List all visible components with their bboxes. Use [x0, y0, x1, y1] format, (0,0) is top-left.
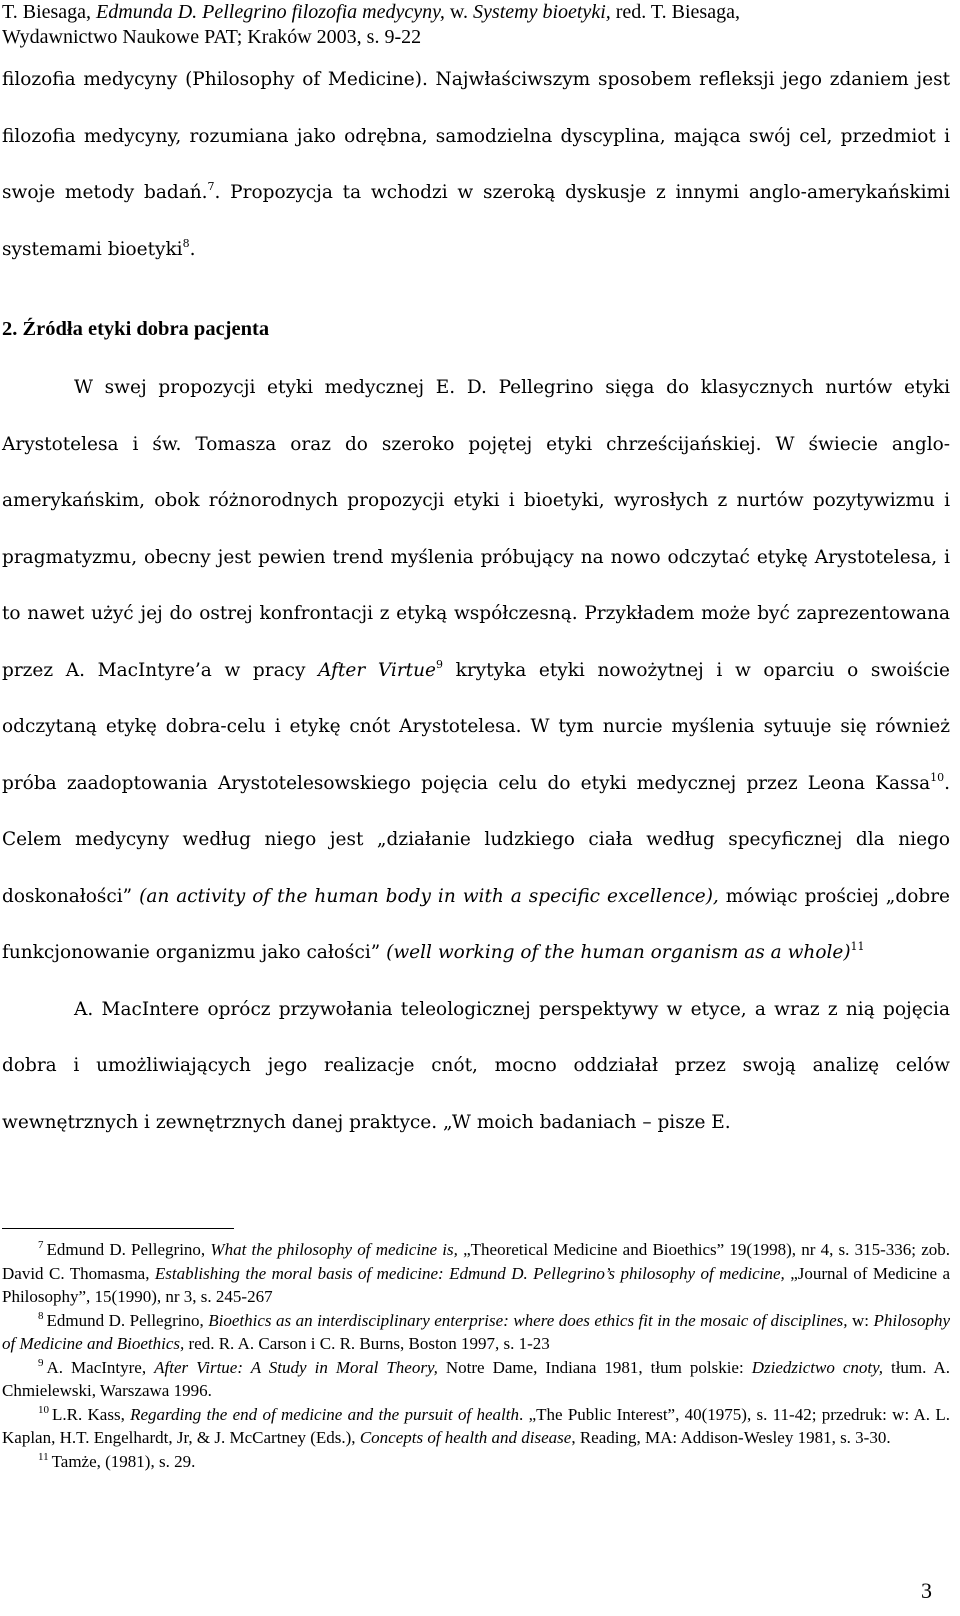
footnote-8: $^8$ Edmund D. Pellegrino, Bioethics as an interdisciplinary enterprise: where does ethics fit in the mosaic of disciplines, w: Philosophy of Medicine and Bioethics, red. R. A. Carson i C. R. Burns, Boston 1997, s. 1-23	[2, 1309, 950, 1353]
footnote-ref-8[interactable]: 8	[182, 236, 190, 250]
footnote-number: 8	[38, 1309, 44, 1322]
footnote-number: 9	[38, 1356, 44, 1369]
section-heading: 2. Źródła etyki dobra pacjenta	[2, 318, 270, 340]
footnote-number: 7	[38, 1239, 44, 1251]
main-text	[2, 52, 950, 1151]
footnote-ref-11[interactable]: 11	[850, 940, 865, 953]
footnotes	[2, 1238, 950, 1473]
page-number: 3	[921, 1578, 932, 1603]
footnote-10: $^{10}$ L.R. Kass, Regarding the end of medicine and the pursuit of health. „The Public Interest”, 40(1975), s. 11-42; przedruk: w: A. L. Kaplan, H.T. Engelhardt, Jr, & J. McCartney (Eds.), Concepts of health and disease, Reading, MA: Addison-Wesley 1981, s. 3-30.	[2, 1403, 950, 1447]
footnote-7: $^7$ Edmund D. Pellegrino, What the philosophy of medicine is, „Theoretical Medicine and Bioethics” 19(1998), nr 4, s. 315-336; zob. David C. Thomasma, Establishing the moral basis of medicine: Edmund D. Pellegrino’s philosophy of medicine, „Journal of Medicine a Philosophy”, 15(1990), nr 3, s. 245-267	[2, 1239, 950, 1306]
footnote-9: $^9$ A. MacIntyre, After Virtue: A Study in Moral Theory, Notre Dame, Indiana 1981, tłum polskie: Dziedzictwo cnoty, tłum. A. Chmielewski, Warszawa 1996.	[2, 1356, 951, 1400]
footnote-number: 11	[38, 1450, 49, 1463]
paragraph-3: A. MacIntere oprócz przywołania teleologicznej perspektywy w etyce, a wraz z nią pojęcia dobra i umożliwiających jego realizacje cnót, mocno oddziałał przez swoją analizę celów wewnętrznych i zewnętrznych danej praktyce. „W moich badaniach – pisze E.	[2, 998, 950, 1133]
footnote-separator	[2, 1228, 234, 1229]
footnote-number: 10	[38, 1403, 49, 1416]
citation-header	[2, 0, 952, 50]
citation-line-2: Wydawnictwo Naukowe PAT; Kraków 2003, s. 9-22	[2, 26, 422, 48]
paragraph-2: W swej propozycji etyki medycznej E. D. Pellegrino sięga do klasycznych nurtów etyki Arystotelesa i św. Tomasza oraz do szeroko pojętej etyki chrześcijańskiej. W świecie anglo-amerykańskim, obok różnorodnych propozycji etyki i bioetyki, wyrosłych z nurtów pozytywizmu i pragmatyzmu, obecny jest pewien trend myślenia próbujący na nowo odczytać etykę Arystotelesa, i to nawet użyć jej do ostrej konfrontacji z etyką współczesną. Przykładem może być zaprezentowana przez A. MacIntyre’a w pracy After Virtue$^9$ krytyka etyki nowożytnej i w oparciu o swoiście odczytaną etykę dobra-celu i etykę cnót Arystotelesa. W tym nurcie myślenia sytuuje się również próba zaadoptowania Arystotelesowskiego pojęcia celu do etyki medycznej przez Leona Kassa$^{10}$. Celem medycyny według niego jest „działanie ludzkiego ciała według specyficznej dla niego doskonałości” (an activity of the human body in with a specific excellence), mówiąc prościej „dobre funkcjonowanie organizmu jako całości” (well working of the human organism as a whole)$^{11}$	[2, 377, 951, 963]
footnote-ref-10[interactable]: 10	[930, 770, 945, 784]
footnote-ref-9[interactable]: 9	[435, 657, 443, 671]
footnote-ref-7[interactable]: 7	[207, 180, 215, 193]
footnote-11: $^{11}$ Tamże, (1981), s. 29.	[38, 1450, 196, 1471]
citation-line-1: T. Biesaga, Edmunda D. Pellegrino filozofia medycyny, w. Systemy bioetyki, red. T. Biesaga,	[2, 1, 740, 23]
paragraph-1: filozofia medycyny (Philosophy of Medicine). Najwłaściwszym sposobem refleksji jego zdaniem jest filozofia medycyny, rozumiana jako odrębna, samodzielna dyscyplina, mająca swój cel, przedmiot i swoje metody badań.$^7$. Propozycja ta wchodzi w szeroką dyskusje z innymi anglo-amerykańskimi systemami bioetyki$^8$.	[2, 69, 950, 260]
